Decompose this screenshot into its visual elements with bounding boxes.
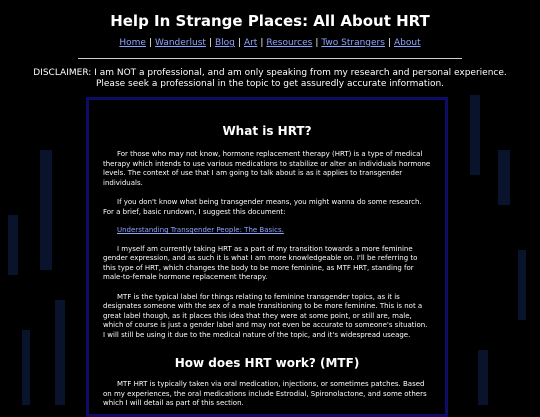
article-content[interactable] xyxy=(86,97,448,417)
nav-link-resources[interactable]: Resources xyxy=(266,38,313,48)
horizontal-rule xyxy=(78,58,462,59)
disclaimer-line-1: DISCLAIMER: I am NOT a professional, and am only speaking from my research and personal experience. xyxy=(33,68,507,78)
nav-separator: | xyxy=(148,38,153,48)
background-stripe xyxy=(55,300,65,405)
article-paragraph: If you don't know what being transgender means, you might wanna do some research. For a brief, basic rundown, I suggest this document: xyxy=(103,198,422,216)
background-stripe xyxy=(470,95,480,175)
nav-link-home[interactable]: Home xyxy=(119,38,146,48)
background-stripe xyxy=(22,330,30,405)
background-stripe xyxy=(478,350,488,405)
site-title: Help In Strange Places: All About HRT xyxy=(110,12,430,30)
nav-link-blog[interactable]: Blog xyxy=(214,38,235,48)
nav-separator: | xyxy=(237,38,241,48)
nav-separator: | xyxy=(208,38,212,48)
section-heading-how-does-hrt-work: How does HRT work? (MTF) xyxy=(174,356,360,370)
background-stripe xyxy=(498,150,510,205)
nav-link-about[interactable]: About xyxy=(393,38,421,48)
section-heading-what-is-hrt: What is HRT? xyxy=(222,124,312,138)
nav-link-art[interactable]: Art xyxy=(243,38,258,48)
nav-link-wanderlust[interactable]: Wanderlust xyxy=(155,38,206,48)
background-stripe xyxy=(518,250,526,320)
article-paragraph: I myself am currently taking HRT as a part of my transition towards a more feminine gender expression, and as such it is what I am more knowledgeable on. I'll be referring to this type of HRT, which changes the body to be more feminine, as MTF HRT, standing for male-to-female hormone replacement therapy. xyxy=(103,244,418,281)
nav-separator: | xyxy=(260,38,264,48)
background-stripe xyxy=(40,150,52,270)
nav-separator: | xyxy=(315,38,319,48)
disclaimer xyxy=(28,68,512,90)
background-stripe xyxy=(8,215,18,275)
article-paragraph: MTF HRT is typically taken via oral medication, injections, or sometimes patches. Based on my experiences, the oral medications include Estrodial, Spironolactone, and some others which I will detail as part of this section. xyxy=(103,380,427,407)
article-paragraph: For those who may not know, hormone replacement therapy (HRT) is a type of medical therapy which intends to use various medications to stabilize or alter an individuals hormone levels. The context of use that I am going to talk about is as it applies to transgender individuals. xyxy=(103,150,431,187)
nav-separator: | xyxy=(387,38,391,48)
article-paragraph: MTF is the typical label for things relating to feminine transgender topics, as it is designates someone with the sex of a male transitioning to be more feminine. This is not a great label though, as it places this idea that they were at some point, or still are, male, which of course is just a gender label and may not even be accurate to someone's situation. I will still be using it due to the medical nature of the topic, and it's widespread useage. xyxy=(103,292,428,339)
link-understanding-transgender-people[interactable]: Understanding Transgender People: The Basics. xyxy=(117,226,284,234)
disclaimer-line-2: Please seek a professional in the topic to get assuredly accurate information. xyxy=(95,79,445,89)
article-link-paragraph xyxy=(103,226,431,236)
nav-bar xyxy=(0,38,540,48)
nav-link-two-strangers[interactable]: Two Strangers xyxy=(321,38,385,48)
